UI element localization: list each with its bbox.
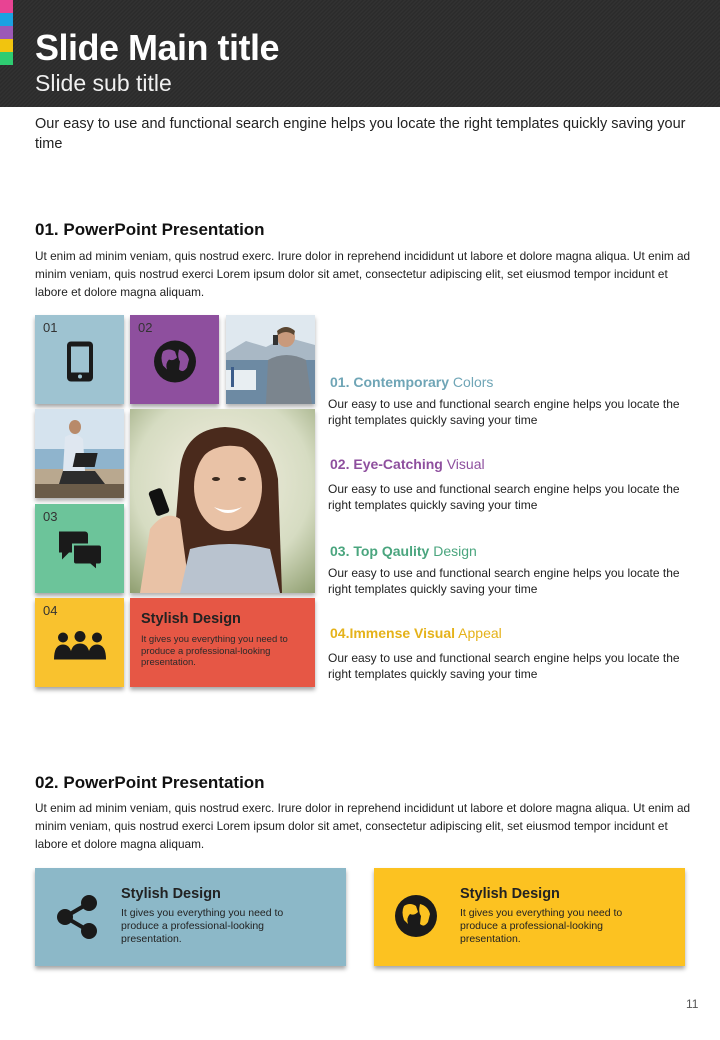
strip-green: [0, 52, 13, 65]
chat-bubbles-icon: [57, 529, 103, 576]
section2-text: Ut enim ad minim veniam, quis nostrud exerc. Irure dolor in reprehend incididunt ut labore et dolore magna aliqua. Ut enim ad minim veniam, quis nostrud exerci Lorem ipsum dolor sit amet, consectetur adipiscing elit, set eiusmod tempor incidunt et labore et dolore magna aliquam.: [35, 801, 691, 851]
strip-pink: [0, 0, 13, 13]
stylish-design-card-1: [35, 868, 346, 966]
stylish-design-card-2: [374, 868, 685, 966]
feature-1-text: Our easy to use and functional search engine helps you locate the right templates quickly saving your time: [328, 397, 680, 427]
slide-header: [0, 0, 720, 107]
section1-title: 01. PowerPoint Presentation: [35, 220, 265, 239]
box-description: It gives you everything you need to produce a professional-looking presentation.: [141, 634, 288, 668]
tile-number: 04: [43, 603, 58, 618]
box-title: Stylish Design: [141, 611, 241, 627]
page-number: 11: [686, 997, 699, 1011]
tile-02: [130, 315, 219, 404]
photo-man-laptop: [35, 409, 124, 498]
card-description: It gives you everything you need to produce a professional-looking presentation.: [121, 907, 284, 945]
feature-4-text: Our easy to use and functional search engine helps you locate the right templates quickly saving your time: [328, 651, 680, 681]
section2-title: 02. PowerPoint Presentation: [35, 773, 265, 792]
feature-2-text: Our easy to use and functional search engine helps you locate the right templates quickly saving your time: [328, 482, 680, 512]
feature-1-title: 01. Contemporary Colors: [330, 374, 494, 390]
card-description: It gives you everything you need to produce a professional-looking presentation.: [460, 907, 623, 945]
team-icon: [53, 629, 107, 664]
strip-purple: [0, 26, 13, 39]
feature-4-title: 04.Immense Visual Appeal: [330, 625, 502, 641]
photo-man-phone: [226, 315, 315, 404]
tile-number: 02: [138, 320, 153, 335]
photo-woman-phone: [130, 409, 315, 593]
feature-2-title: 02. Eye-Catching Visual: [330, 456, 485, 472]
tile-number: 01: [43, 320, 58, 335]
feature-3-title: 03. Top Qaulity Design: [330, 543, 477, 559]
tile-03: [35, 504, 124, 593]
card-title: Stylish Design: [460, 886, 560, 902]
tile-01: [35, 315, 124, 404]
strip-yellow: [0, 39, 13, 52]
stylish-design-box: [130, 598, 315, 687]
slide-main-title: Slide Main title: [35, 27, 280, 68]
tile-number: 03: [43, 509, 58, 524]
globe-icon: [153, 339, 197, 388]
color-strip: [0, 0, 13, 65]
intro-text: Our easy to use and functional search engine helps you locate the right templates quickly saving your time: [35, 116, 686, 152]
card-title: Stylish Design: [121, 886, 221, 902]
share-icon: [55, 894, 99, 945]
slide-sub-title: Slide sub title: [35, 70, 172, 96]
tile-04: [35, 598, 124, 687]
feature-3-text: Our easy to use and functional search engine helps you locate the right templates quickly saving your time: [328, 566, 680, 596]
mobile-phone-icon: [65, 340, 95, 387]
strip-blue: [0, 13, 13, 26]
globe-icon: [394, 894, 438, 943]
section1-text: Ut enim ad minim veniam, quis nostrud exerc. Irure dolor in reprehend incididunt ut labore et dolore magna aliqua. Ut enim ad minim veniam, quis nostrud exerci Lorem ipsum dolor sit amet, consectetur adipiscing elit, set eiusmod tempor incidunt et labore et dolore magna aliquam.: [35, 249, 691, 299]
